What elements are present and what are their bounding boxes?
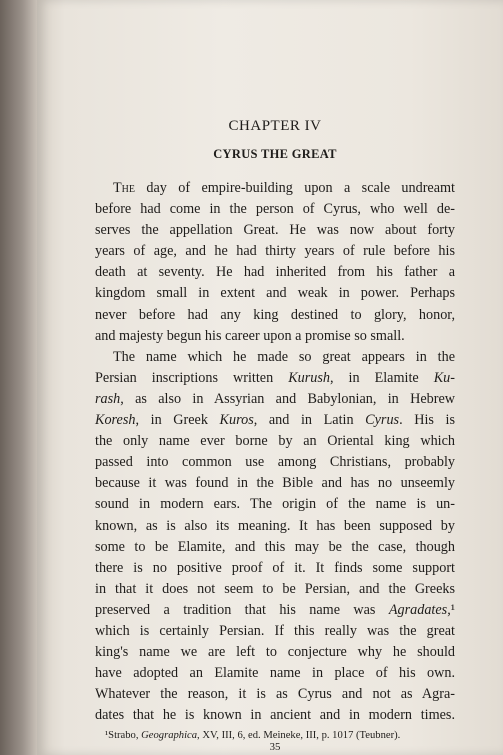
page-text-block [95, 118, 455, 753]
text-line: Persian inscriptions written Kurush, in Elamite Ku- [95, 369, 455, 386]
drop-lead-word: The [113, 180, 135, 196]
text-line: The day of empire-building upon a scale undreamt [113, 180, 455, 196]
text-line: passed into common use among Christians, probably [95, 454, 455, 471]
text-line: rash, as also in Assyrian and Babylonian, in Hebrew [95, 390, 455, 407]
chapter-title: CYRUS THE GREAT [213, 147, 337, 161]
text-line: death at seventy. He had inherited from his father a [95, 264, 455, 281]
text-line: because it was found in the Bible and has no unseemly [95, 475, 455, 492]
text-line: the only name ever borne by an Oriental king which [95, 433, 455, 450]
chapter-heading: CHAPTER IV [228, 118, 322, 134]
page-gutter-shadow [0, 0, 37, 755]
text-line: The name which he made so great appears in the [113, 348, 455, 365]
text-line: before had come in the person of Cyrus, who well de- [95, 201, 455, 218]
footnote: ¹Strabo, Geographica, XV, III, 6, ed. Meineke, III, p. 1017 (Teubner). [105, 730, 401, 742]
text-line: have adopted an Elamite name in place of his own. [95, 665, 455, 682]
text-line: there is no positive proof of it. It finds some support [95, 559, 455, 576]
text-line: sound in modern ears. The origin of the name is un- [95, 496, 455, 513]
text-line: dates that he is known in ancient and in modern times. [95, 707, 455, 724]
text-line: preserved a tradition that his name was Agradates,¹ [95, 601, 455, 618]
text-line: king's name we are left to conjecture why he should [95, 644, 455, 661]
book-page [37, 0, 503, 755]
page-number: 35 [269, 741, 281, 754]
text-line: serves the appellation Great. He was now about forty [95, 222, 455, 239]
text-line: in that it does not seem to be Persian, and the Greeks [95, 580, 455, 597]
text-line: known, as is also its meaning. It has been supposed by [95, 517, 455, 534]
text-line: Whatever the reason, it is as Cyrus and not as Agra- [95, 686, 455, 703]
text-line: years of age, and he had thirty years of rule before his [95, 243, 455, 260]
text-line: and majesty begun his career upon a promise so small. [95, 327, 405, 344]
text-line: Koresh, in Greek Kuros, and in Latin Cyrus. His is [95, 412, 456, 429]
text-line: never before had any king destined to glory, honor, [95, 306, 455, 323]
text-line: some to be Elamite, and this may be the case, though [95, 538, 455, 555]
text-line: which is certainly Persian. If this really was the great [95, 622, 455, 639]
text-line: kingdom small in extent and weak in power. Perhaps [95, 285, 455, 302]
